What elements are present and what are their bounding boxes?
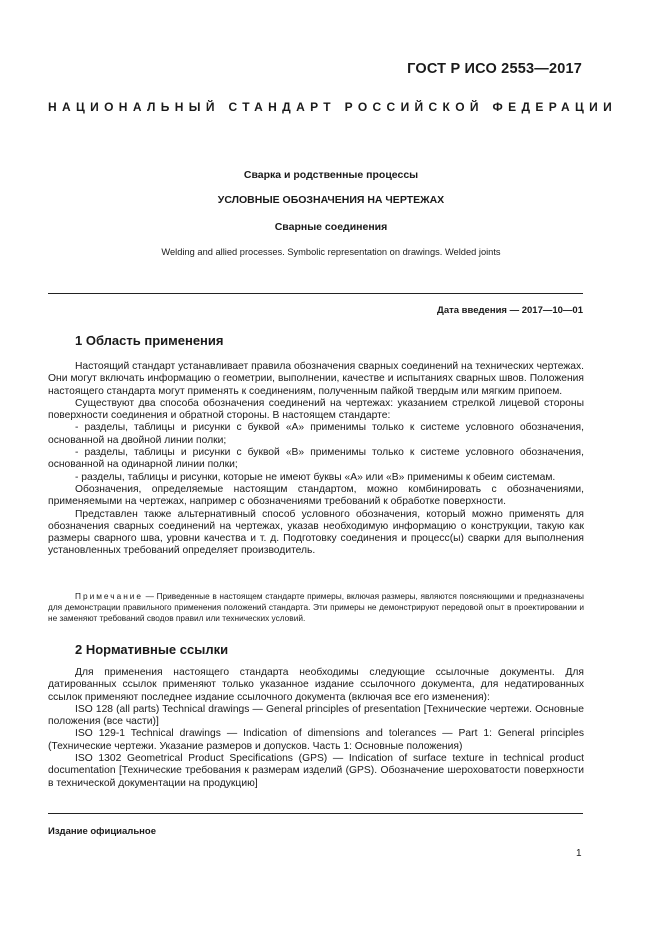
paragraph: Существуют два способа обозначения соединений на чертежах: указанием стрелкой лицевой стороны поверхности соединения и обратной стороны. В настоящем стандарте: [48, 397, 584, 422]
title-line-2: УСЛОВНЫЕ ОБОЗНАЧЕНИЯ НА ЧЕРТЕЖАХ [217, 194, 445, 206]
paragraph: Представлен также альтернативный способ условного обозначения, который можно применять для обозначения сварных соединений на чертежах, указав необходимую информацию о конструкции, такую как размеры сварного шва, уровни качества и т. д. Подготовку соединения и процесс(ы) сварки для выполнения установленных требований определяет производитель. [48, 508, 584, 557]
national-standard-banner: НАЦИОНАЛЬНЫЙ СТАНДАРТ РОССИЙСКОЙ ФЕДЕРАЦИИ [48, 100, 618, 114]
section-2-heading: 2 Нормативные ссылки [75, 642, 229, 657]
title-english: Welding and allied processes. Symbolic representation on drawings. Welded joints [161, 247, 501, 257]
paragraph: Настоящий стандарт устанавливает правила обозначения сварных соединений на технических чертежах. Они могут включать информацию о геометрии, выполнении, качестве и испытаниях сварных швов. Положения настоящего стандарта могут применять к соединениям, полученным пайкой твердым или мягким припоем. [48, 361, 584, 397]
section-1-body [48, 361, 584, 558]
note [48, 591, 584, 624]
section-1-heading: 1 Область применения [75, 333, 224, 348]
title-line-1: Сварка и родственные процессы [243, 169, 419, 181]
note-text: — Приведенные в настоящем стандарте примеры, включая размеры, являются поясняющими и предназначены для демонстрации правильного применения положений стандарта. Эти примеры не демонстрируют передовой опыт в проектировании и не заменяют требований сводов правил или технических условий. [48, 591, 584, 623]
section-2-body [48, 667, 584, 790]
gost-number: ГОСТ Р ИСО 2553—2017 [407, 61, 582, 77]
page-number: 1 [576, 848, 582, 859]
paragraph: Для применения настоящего стандарта необходимы следующие ссылочные документы. Для датированных ссылок применяют только указанное издание ссылочного документа, для недатированных ссылок применяют последнее издание ссылочного документа (включая все его изменения): [48, 667, 584, 703]
list-item: - разделы, таблицы и рисунки с буквой «В» применимы только к системе условного обозначения, основанной на одинарной линии полки; [48, 447, 584, 471]
reference-item: ISO 128 (all parts) Technical drawings — General principles of presentation [Технические чертежи. Основные положения (все части)] [48, 703, 584, 728]
reference-item: ISO 129-1 Technical drawings — Indication of dimensions and tolerances — Part 1: General principles (Технические чертежи. Указание размеров и допусков. Часть 1: Основные положения) [48, 728, 584, 752]
note-label: Примечание [75, 591, 144, 601]
reference-item: ISO 1302 Geometrical Product Specifications (GPS) — Indication of surface texture in technical product documentation [Технические требования к размерам изделий (GPS). Обозначение шероховатости поверхности в технической документации на продукцию] [48, 753, 584, 789]
date-introduction: Дата введения — 2017—10—01 [437, 305, 583, 316]
official-edition: Издание официальное [48, 826, 156, 837]
list-item: - разделы, таблицы и рисунки, которые не имеют буквы «А» или «В» применимы к обеим системам. [75, 471, 556, 483]
paragraph: Обозначения, определяемые настоящим стандартом, можно комбинировать с обозначениями, применяемыми на чертежах, например с обозначениями требований к обработке поверхности. [48, 483, 584, 508]
divider-bottom [48, 813, 583, 814]
title-line-3: Сварные соединения [274, 221, 388, 233]
list-item: - разделы, таблицы и рисунки с буквой «А» применимы только к системе условного обозначения, основанной на двойной линии полки; [48, 422, 584, 446]
divider-top [48, 293, 583, 294]
